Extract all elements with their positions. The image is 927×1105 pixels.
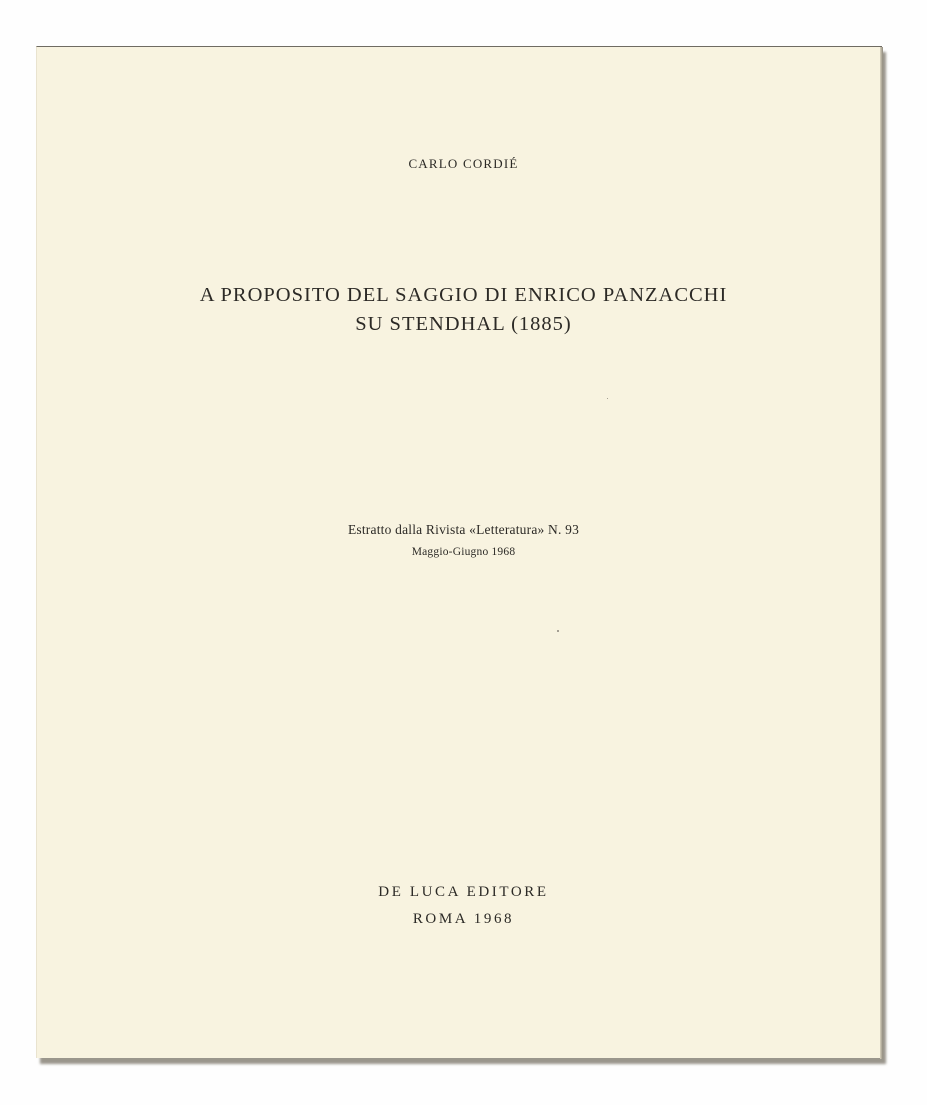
place-year: ROMA 1968	[412, 911, 515, 927]
title-line-1: A PROPOSITO DEL SAGGIO DI ENRICO PANZACCHI	[199, 284, 728, 306]
issue-date: Maggio-Giugno 1968	[411, 546, 516, 558]
paper-speck	[607, 398, 608, 399]
title-line-2: SU STENDHAL (1885)	[355, 313, 572, 335]
extract-note: Estratto dalla Rivista «Letteratura» N. 93	[347, 522, 580, 537]
paper-speck	[557, 630, 559, 632]
author-name: CARLO CORDIÉ	[408, 156, 519, 171]
publisher-name: DE LUCA EDITORE	[378, 884, 549, 900]
